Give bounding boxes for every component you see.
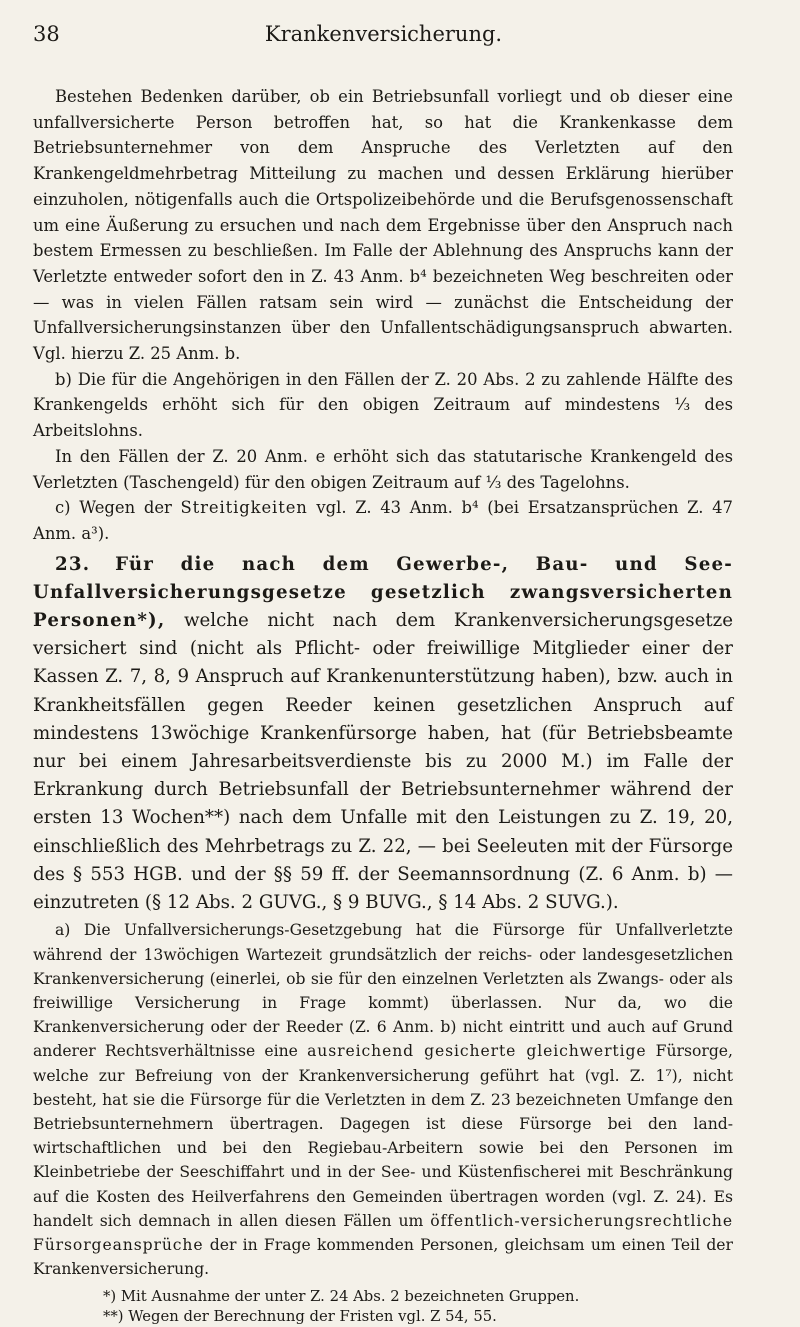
section-text: welche nicht nach dem Krankenversicherungsgesetze versichert sind (nicht als Pflicht- oder freiwillige Mitglieder einer der Kassen Z. 7, 8, 9 Anspruch auf Krankenunterstützung haben), bzw. auch in Krankheitsfällen gegen Reeder keinen gesetzlichen Anspruch auf mindestens 13wöchige Krankenfürsorge haben, hat (für Betriebsbeamte nur bei einem Jahresarbeitsverdienste bis zu 2000 M.) im Falle der Erkrankung durch Betriebsunfall der Betriebsunternehmer während der ersten 13 Wochen**) nach dem Unfalle mit den Leistungen zu Z. 19, 20, einschließlich des Mehrbetrags zu Z. 22, — bei Seeleuten mit der Fürsorge des § 553 HGB. und der §§ 59 ff. der Seemannsordnung (Z. 6 Anm. b) — einzutreten (§ 12 Abs. 2 GUVG., § 9 BUVG., § 14 Abs. 2 SUVG.). bbox=[33, 610, 733, 914]
section-heading: Für die nach dem Gewerbe-, Bau- und See-Unfallversicherungsgesetze gesetzlich zwangsversicherten Personen*), bbox=[33, 553, 733, 632]
text-run: c) Wegen der bbox=[55, 498, 181, 518]
page-number: 38 bbox=[33, 22, 60, 46]
paragraph-betriebsunfall: Bestehen Bedenken darüber, ob ein Betriebsunfall vorliegt und ob dieser eine unfallversicherte Person betroffen hat, so hat die Krankenkasse dem Betriebsunternehmer von dem Anspruche des Verletzten auf den Krankengeldmehrbetrag Mitteilung zu machen und dessen Erklärung hierüber einzuholen, nötigenfalls auch die Ortspolizeibehörde und die Berufsgenossenschaft um eine Äußerung zu ersuchen und nach dem Ergebnisse über den Anspruch nach bestem Ermessen zu beschließen. Im Falle der Ablehnung des Anspruchs kann der Verletzte entweder sofort den in Z. 43 Anm. b⁴ bezeichneten Weg beschreiten oder — was in vielen Fällen ratsam sein wird — zunächst die Entscheidung der Unfallversicherungsinstanzen über den Unfallentschädigungsanspruch abwarten. Vgl. hierzu Z. 25 Anm. b. bbox=[33, 87, 733, 364]
paragraph-c-streitigkeiten bbox=[33, 495, 733, 546]
section-23 bbox=[33, 551, 733, 918]
emphasis-gesicherte: ausreichend gesicherte gleichwertige bbox=[307, 1042, 647, 1061]
section-number: 23. bbox=[55, 553, 91, 575]
text-run: vgl. Z. 43 Anm. b⁴ (bei Ersatzansprüchen Z. 47 Anm. a³). bbox=[33, 498, 733, 543]
text-run: a) Die Unfallversicherungs-Gesetzgebung hat die Fürsorge für Unfallverletzte während der 13wöchigen Wartezeit grundsätzlich der reichs- oder landesgesetzlichen Krankenversicherung (einerlei, ob sie für den einzelnen Verletzten als Zwangs- oder als freiwillige Versicherung in Frage kommt) überlassen. Nur da, wo die Krankenversicherung oder der Reeder (Z. 6 Anm. b) nicht eintritt und auch auf Grund anderer Rechtsverhältnisse eine bbox=[33, 921, 733, 1061]
running-title: Krankenversicherung. bbox=[264, 22, 503, 46]
emphasis-fuersorgeansprueche: öffentlich-versicherungsrechtliche Fürsorgeansprüche bbox=[33, 1211, 733, 1254]
page-header bbox=[33, 22, 734, 52]
paragraph-b-angehoerige: b) Die für die Angehörigen in den Fällen der Z. 20 Abs. 2 zu zahlende Hälfte des Krankengelds erhöht sich für den obigen Zeitraum auf mindestens ⅓ des Arbeitslohns. bbox=[33, 369, 733, 441]
footnote-star: *) Mit Ausnahme der unter Z. 24 Abs. 2 bezeichneten Gruppen. bbox=[103, 1288, 580, 1306]
footnote-double-star: **) Wegen der Berechnung der Fristen vgl. Z 54, 55. bbox=[103, 1307, 497, 1325]
paragraph-taschengeld: In den Fällen der Z. 20 Anm. e erhöht sich das statutarische Krankengeld des Verletzten (Taschengeld) für den obigen Zeitraum auf ⅓ des Tagelohns. bbox=[33, 446, 733, 492]
note-a-unfallversicherung bbox=[33, 918, 733, 1281]
body-text bbox=[33, 84, 733, 1327]
text-run: Fürsorge, welche zur Befreiung von der Krankenversicherung geführt hat (vgl. Z. 1⁷), nicht besteht, hat sie die Fürsorge für die Verletzten in dem Z. 23 bezeichneten Umfange den Betriebsunternehmern übertragen. Dagegen ist diese Fürsorge bei den land- wirtschaftlichen und bei den Regiebau-Arbeitern sowie bei den Personen im Kleinbetriebe der Seeschiffahrt und in der See- und Küstenfischerei mit Beschränkung auf die Kosten des Heilverfahrens den Gemeinden übertragen worden (vgl. Z. 24). Es handelt sich demnach in allen diesen Fällen um bbox=[33, 1042, 733, 1230]
text-run: der in Frage kommenden Personen, gleichsam um einen Teil der Krankenversicherung. bbox=[33, 1235, 733, 1279]
emphasis-streitigkeiten: Streitigkeiten bbox=[180, 498, 308, 518]
